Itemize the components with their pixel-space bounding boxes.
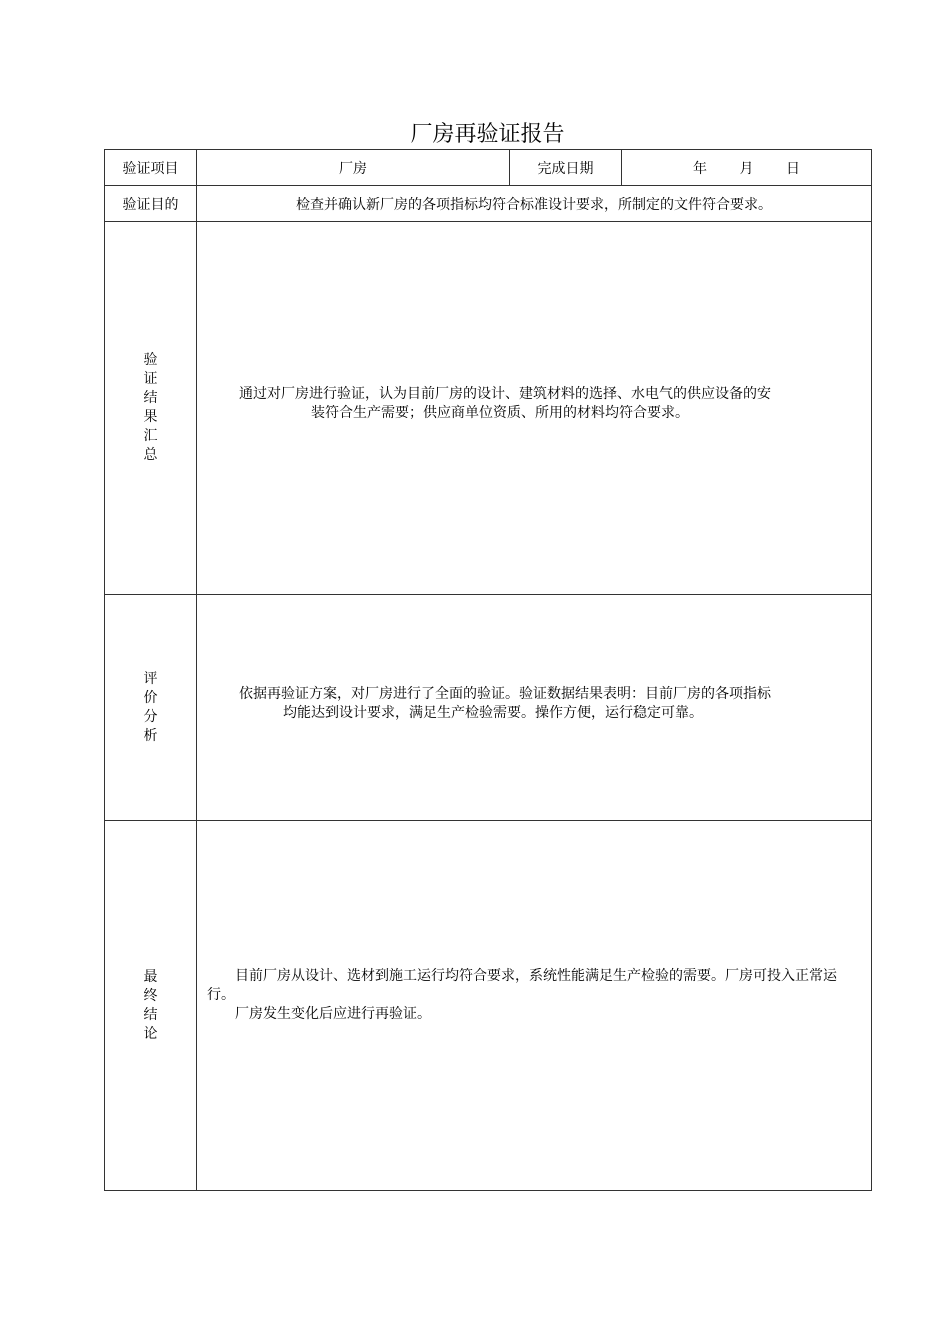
label-char: 证 (143, 371, 158, 387)
summary-row (105, 222, 872, 595)
summary-label (105, 222, 197, 595)
label-char: 汇 (143, 428, 158, 444)
project-label: 验证项目 (105, 150, 197, 186)
label-char: 评 (143, 670, 158, 687)
label-char: 验 (143, 352, 158, 368)
purpose-label: 验证目的 (105, 186, 197, 222)
conclusion-paragraph-2: 厂房发生变化后应进行再验证。 (235, 1006, 431, 1022)
conclusion-paragraph-1: 目前厂房从设计、选材到施工运行均符合要求，系统性能满足生产检验的需要。厂房可投入正常运行。 (207, 968, 837, 1003)
label-char: 结 (143, 1006, 158, 1023)
summary-content (197, 222, 872, 595)
label-char: 价 (143, 689, 158, 706)
summary-line-2: 装符合生产需要；供应商单位资质、所用的材料均符合要求。 (311, 405, 689, 421)
purpose-text: 检查并确认新厂房的各项指标均符合标准设计要求，所制定的文件符合要求。 (197, 186, 872, 222)
analysis-label-chars (105, 670, 196, 746)
conclusion-label-chars (105, 968, 196, 1044)
report-title: 厂房再验证报告 (410, 122, 565, 147)
header-row (105, 150, 872, 186)
conclusion-content (197, 821, 872, 1191)
analysis-label (105, 595, 197, 821)
summary-label-chars (105, 351, 196, 465)
date-year: 年 (693, 160, 708, 177)
label-char: 最 (143, 968, 158, 985)
purpose-row (105, 186, 872, 222)
analysis-content (197, 595, 872, 821)
analysis-line-2: 均能达到设计要求，满足生产检验需要。操作方便，运行稳定可靠。 (283, 704, 703, 721)
conclusion-label (105, 821, 197, 1191)
date-label: 完成日期 (510, 150, 622, 186)
label-char: 果 (143, 409, 158, 425)
report-table (104, 149, 872, 1191)
analysis-line-1: 依据再验证方案，对厂房进行了全面的验证。验证数据结果表明：目前厂房的各项指标 (239, 685, 771, 702)
summary-line-1: 通过对厂房进行验证，认为目前厂房的设计、建筑材料的选择、水电气的供应设备的安 (239, 386, 771, 402)
label-char: 析 (143, 727, 158, 744)
label-char: 论 (143, 1025, 158, 1042)
label-char: 总 (143, 447, 158, 463)
analysis-row (105, 595, 872, 821)
date-value (622, 150, 872, 186)
label-char: 分 (143, 708, 158, 725)
label-char: 结 (143, 390, 158, 406)
conclusion-row (105, 821, 872, 1191)
date-day: 日 (785, 160, 800, 177)
project-value: 厂房 (197, 150, 510, 186)
label-char: 终 (143, 987, 158, 1004)
date-month: 月 (739, 160, 754, 177)
